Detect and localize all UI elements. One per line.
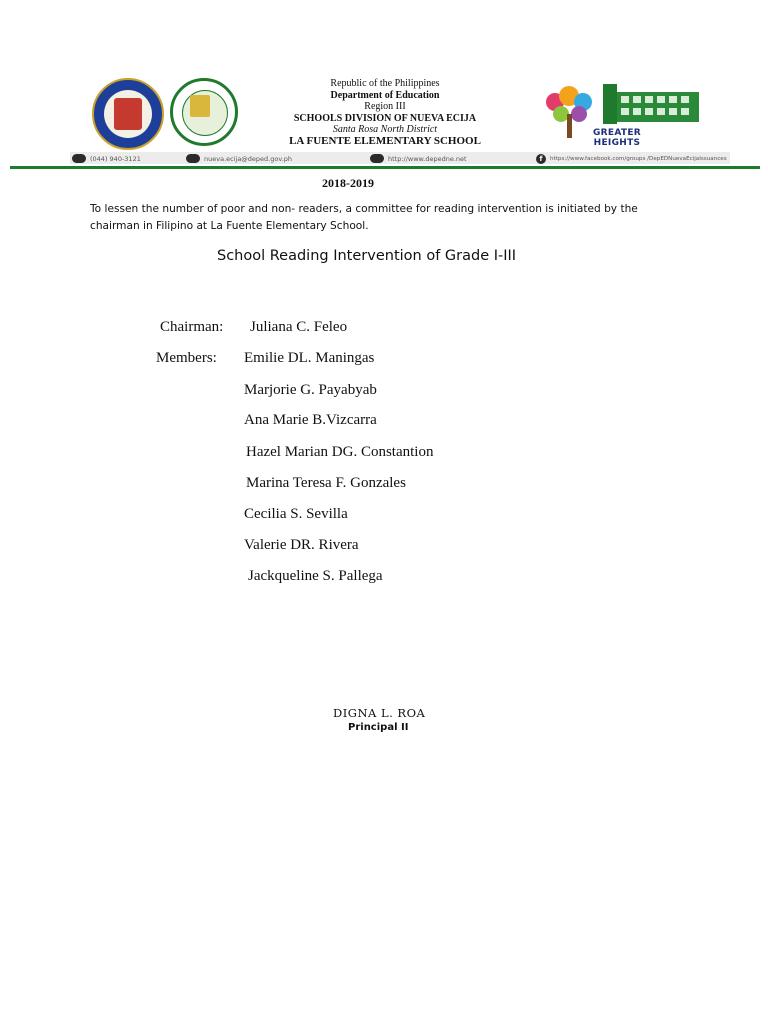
division-line: SCHOOLS DIVISION OF NUEVA ECIJA bbox=[293, 112, 477, 124]
greater-heights-logo-text: GREATER HEIGHTS bbox=[592, 128, 642, 148]
republic-line: Republic of the Philippines bbox=[330, 78, 440, 89]
email-icon bbox=[186, 154, 200, 163]
chairman-name: Juliana C. Feleo bbox=[250, 319, 348, 335]
member-name: Marina Teresa F. Gonzales bbox=[246, 475, 406, 491]
phone-contact: (044) 940-3121 bbox=[72, 152, 141, 165]
division-seal-icon bbox=[170, 78, 238, 146]
email-contact: nueva.ecija@deped.gov.ph bbox=[186, 152, 292, 165]
intro-paragraph: To lessen the number of poor and non- readers, a committee for reading intervention is initiated by the chairman in Filipino at La Fuente Elementary School. bbox=[90, 203, 638, 232]
globe-icon bbox=[370, 154, 384, 163]
department-line: Department of Education bbox=[330, 89, 440, 101]
school-building-icon bbox=[603, 82, 699, 126]
website-contact: http://www.depedne.net bbox=[370, 152, 467, 165]
chairman-label: Chairman: bbox=[160, 319, 224, 335]
document-title: School Reading Intervention of Grade I-III bbox=[217, 248, 517, 264]
letterhead-text bbox=[250, 78, 520, 147]
member-name: Valerie DR. Rivera bbox=[244, 537, 359, 553]
district-line: Santa Rosa North District bbox=[332, 124, 438, 135]
member-name: Jackqueline S. Pallega bbox=[248, 568, 383, 584]
letterhead-divider bbox=[10, 166, 760, 169]
signatory-title: Principal II bbox=[348, 722, 409, 733]
facebook-icon: f bbox=[536, 154, 546, 164]
region-line: Region III bbox=[364, 101, 406, 112]
facebook-contact: f https://www.facebook.com/groups /DepEDNuevaEcijaIssuances bbox=[536, 152, 727, 165]
member-name: Ana Marie B.Vizcarra bbox=[244, 412, 377, 428]
school-name-line: LA FUENTE ELEMENTARY SCHOOL bbox=[289, 134, 481, 147]
letterhead bbox=[0, 70, 768, 170]
member-name: Cecilia S. Sevilla bbox=[244, 506, 348, 522]
signatory-name: DIGNA L. ROA bbox=[333, 706, 426, 720]
member-name: Marjorie G. Payabyab bbox=[244, 382, 377, 398]
school-year: 2018-2019 bbox=[322, 176, 374, 190]
phone-icon bbox=[72, 154, 86, 163]
member-name: Hazel Marian DG. Constantion bbox=[246, 444, 434, 460]
deped-seal-icon bbox=[92, 78, 164, 150]
member-name: Emilie DL. Maningas bbox=[244, 350, 375, 366]
members-label: Members: bbox=[156, 350, 217, 366]
